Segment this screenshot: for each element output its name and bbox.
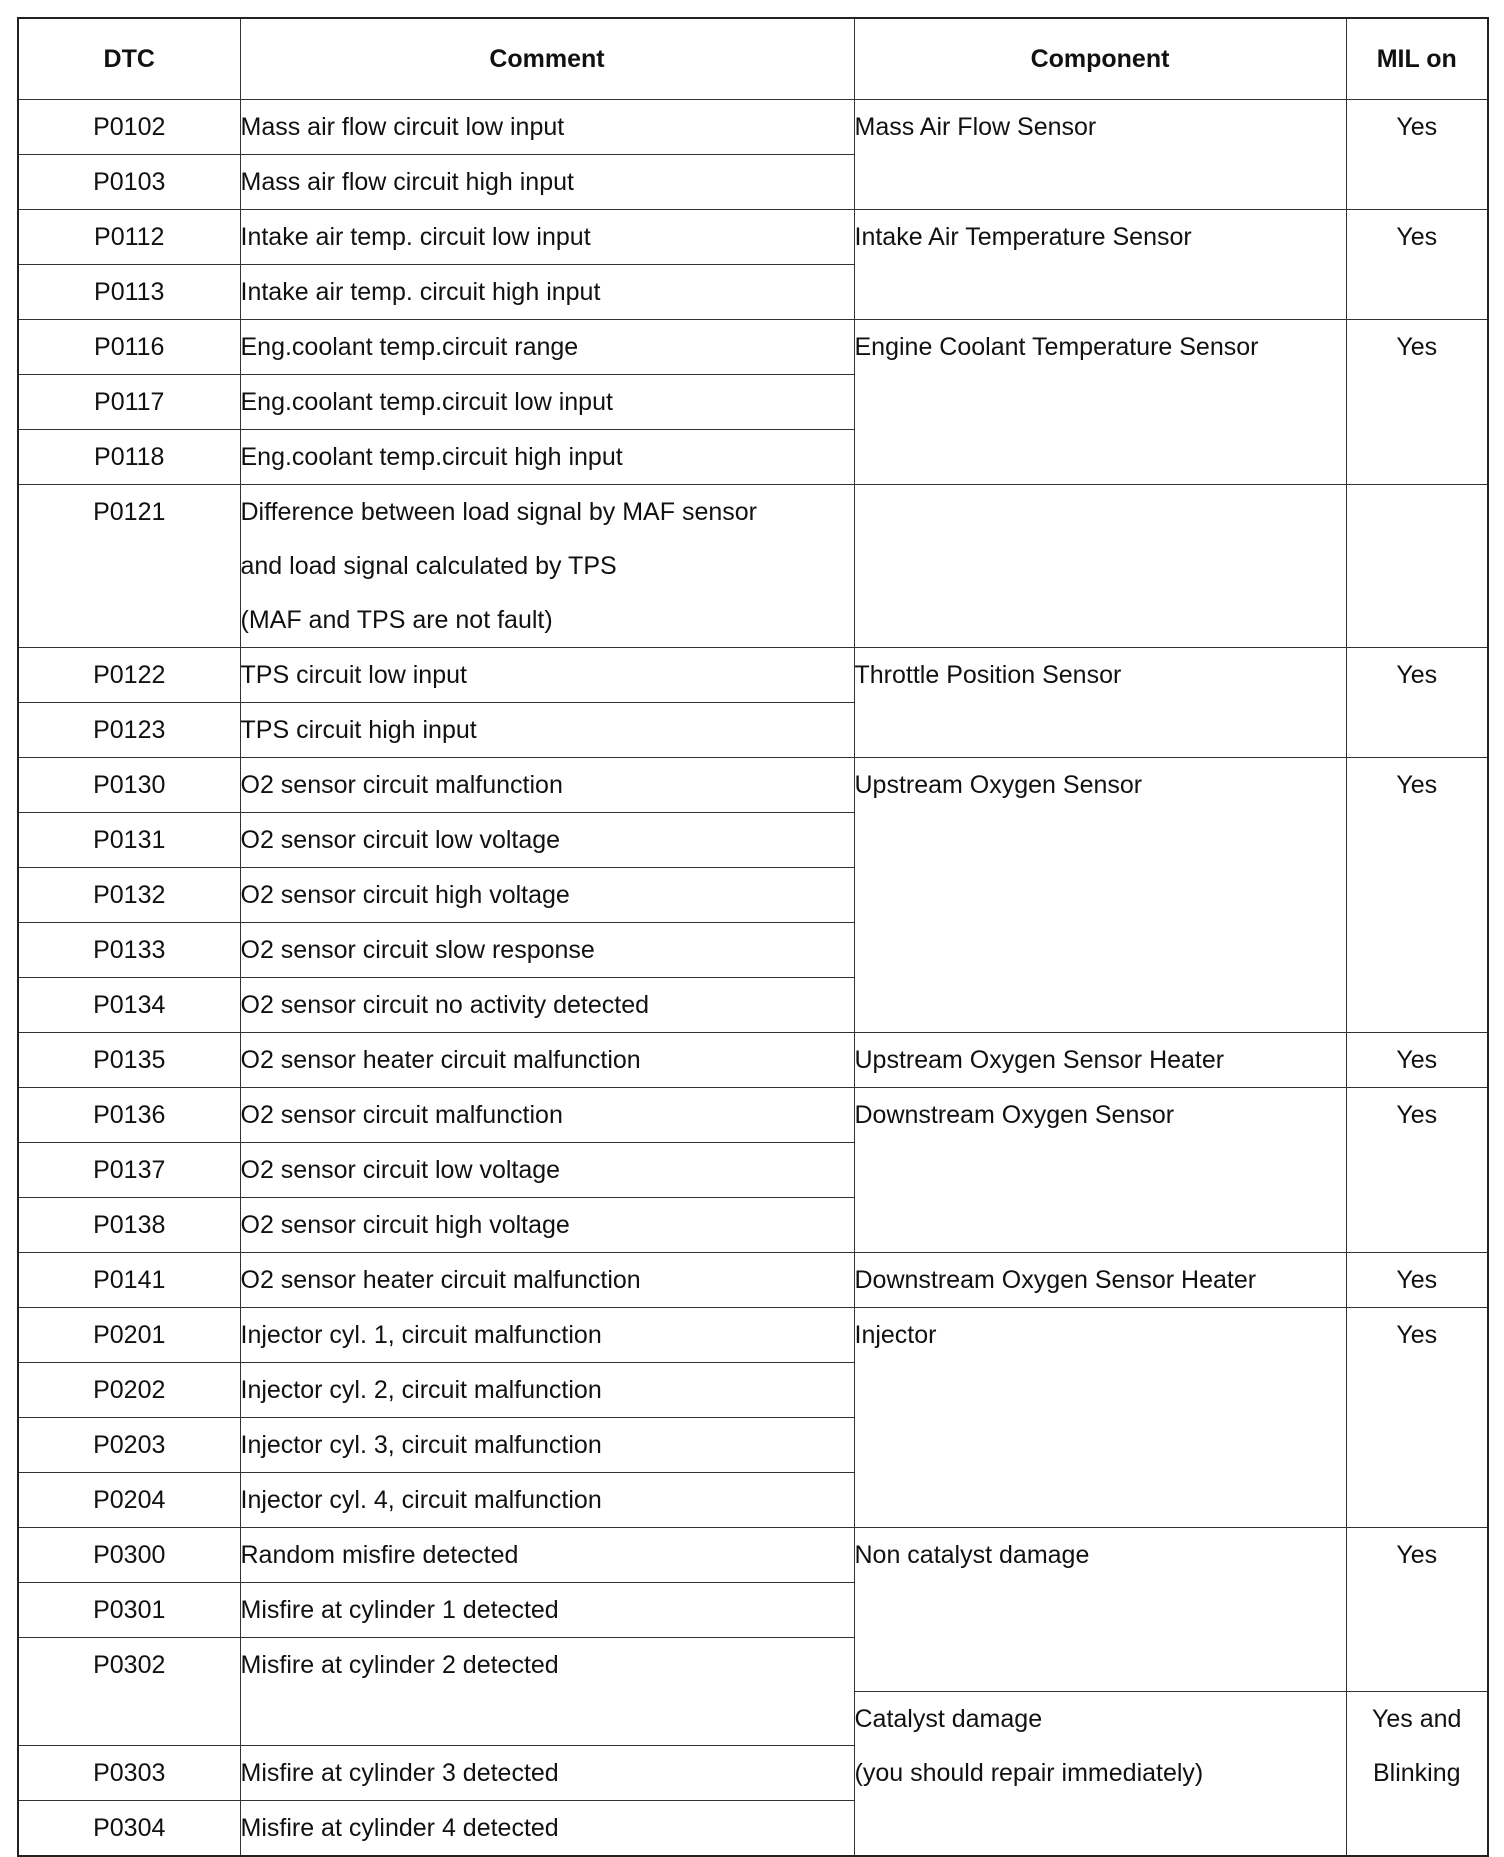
table-row — [18, 648, 1488, 703]
dtc-code: P0130 — [18, 758, 240, 813]
dtc-comment: Injector cyl. 1, circuit malfunction — [240, 1308, 854, 1363]
dtc-code: P0117 — [18, 375, 240, 430]
mil-status: Yes — [1346, 648, 1488, 758]
dtc-comment: O2 sensor circuit no activity detected — [240, 978, 854, 1033]
dtc-comment: Injector cyl. 4, circuit malfunction — [240, 1473, 854, 1528]
dtc-code: P0300 — [18, 1528, 240, 1583]
dtc-code: P0203 — [18, 1418, 240, 1473]
dtc-code: P0204 — [18, 1473, 240, 1528]
dtc-code: P0123 — [18, 703, 240, 758]
table-row — [18, 485, 1488, 648]
dtc-code: P0302 — [18, 1638, 240, 1746]
dtc-code: P0131 — [18, 813, 240, 868]
mil-status: Yes — [1346, 210, 1488, 320]
dtc-comment: O2 sensor heater circuit malfunction — [240, 1033, 854, 1088]
mil-status: Yes — [1346, 1088, 1488, 1253]
dtc-comment: Mass air flow circuit high input — [240, 155, 854, 210]
dtc-code: P0134 — [18, 978, 240, 1033]
dtc-code: P0303 — [18, 1746, 240, 1801]
mil-status: Yes — [1346, 100, 1488, 210]
dtc-code: P0113 — [18, 265, 240, 320]
component: Non catalyst damage — [854, 1528, 1346, 1692]
dtc-comment: O2 sensor circuit malfunction — [240, 758, 854, 813]
dtc-code: P0132 — [18, 868, 240, 923]
mil-status: Yes — [1346, 320, 1488, 485]
dtc-code: P0116 — [18, 320, 240, 375]
component: Downstream Oxygen Sensor Heater — [854, 1253, 1346, 1308]
dtc-comment: Injector cyl. 3, circuit malfunction — [240, 1418, 854, 1473]
dtc-code: P0118 — [18, 430, 240, 485]
dtc-code: P0301 — [18, 1583, 240, 1638]
component: Injector — [854, 1308, 1346, 1528]
mil-line: Yes and — [1372, 1705, 1462, 1733]
header-dtc: DTC — [18, 18, 240, 100]
dtc-comment: Mass air flow circuit low input — [240, 100, 854, 155]
dtc-comment: O2 sensor heater circuit malfunction — [240, 1253, 854, 1308]
component: Throttle Position Sensor — [854, 648, 1346, 758]
dtc-comment: Eng.coolant temp.circuit range — [240, 320, 854, 375]
dtc-comment: Misfire at cylinder 2 detected — [240, 1638, 854, 1746]
mil-status: Yes — [1346, 1033, 1488, 1088]
dtc-code: P0135 — [18, 1033, 240, 1088]
dtc-comment: TPS circuit low input — [240, 648, 854, 703]
dtc-code: P0141 — [18, 1253, 240, 1308]
component: Upstream Oxygen Sensor — [854, 758, 1346, 1033]
component-line: (you should repair immediately) — [854, 1759, 1204, 1787]
component: Mass Air Flow Sensor — [854, 100, 1346, 210]
dtc-code: P0133 — [18, 923, 240, 978]
component: Downstream Oxygen Sensor — [854, 1088, 1346, 1253]
table-row — [18, 1308, 1488, 1363]
dtc-comment: O2 sensor circuit high voltage — [240, 868, 854, 923]
component — [854, 485, 1346, 648]
dtc-comment: Misfire at cylinder 4 detected — [240, 1801, 854, 1857]
comment-line: (MAF and TPS are not fault) — [240, 606, 553, 634]
dtc-code: P0122 — [18, 648, 240, 703]
table-row — [18, 100, 1488, 155]
dtc-comment: TPS circuit high input — [240, 703, 854, 758]
dtc-code: P0304 — [18, 1801, 240, 1857]
dtc-comment: Misfire at cylinder 1 detected — [240, 1583, 854, 1638]
dtc-comment: Intake air temp. circuit high input — [240, 265, 854, 320]
dtc-comment: Misfire at cylinder 3 detected — [240, 1746, 854, 1801]
dtc-code: P0136 — [18, 1088, 240, 1143]
component: Intake Air Temperature Sensor — [854, 210, 1346, 320]
dtc-comment: O2 sensor circuit malfunction — [240, 1088, 854, 1143]
table-row — [18, 1088, 1488, 1143]
component — [854, 1692, 1346, 1857]
dtc-comment: Injector cyl. 2, circuit malfunction — [240, 1363, 854, 1418]
dtc-code: P0103 — [18, 155, 240, 210]
table-row — [18, 1033, 1488, 1088]
dtc-comment: O2 sensor circuit slow response — [240, 923, 854, 978]
comment-line: Difference between load signal by MAF sensor — [240, 498, 757, 526]
header-row — [18, 18, 1488, 100]
dtc-code: P0112 — [18, 210, 240, 265]
dtc-comment: Random misfire detected — [240, 1528, 854, 1583]
dtc-code: P0201 — [18, 1308, 240, 1363]
dtc-table-container — [17, 17, 1487, 1842]
mil-status: Yes — [1346, 1308, 1488, 1528]
dtc-comment: O2 sensor circuit low voltage — [240, 1143, 854, 1198]
dtc-code: P0137 — [18, 1143, 240, 1198]
mil-status: Yes — [1346, 1528, 1488, 1692]
dtc-table — [17, 17, 1489, 1857]
dtc-comment: Eng.coolant temp.circuit high input — [240, 430, 854, 485]
dtc-code: P0138 — [18, 1198, 240, 1253]
table-row — [18, 1528, 1488, 1583]
header-component: Component — [854, 18, 1346, 100]
header-comment: Comment — [240, 18, 854, 100]
dtc-comment: Intake air temp. circuit low input — [240, 210, 854, 265]
component-line: Catalyst damage — [854, 1705, 1043, 1733]
mil-status: Yes — [1346, 758, 1488, 1033]
dtc-comment: Eng.coolant temp.circuit low input — [240, 375, 854, 430]
dtc-code: P0202 — [18, 1363, 240, 1418]
dtc-comment: O2 sensor circuit high voltage — [240, 1198, 854, 1253]
component: Engine Coolant Temperature Sensor — [854, 320, 1346, 485]
table-row — [18, 320, 1488, 375]
mil-status — [1346, 485, 1488, 648]
dtc-comment: O2 sensor circuit low voltage — [240, 813, 854, 868]
mil-status: Yes — [1346, 1253, 1488, 1308]
table-row — [18, 210, 1488, 265]
dtc-code: P0121 — [18, 485, 240, 648]
table-row — [18, 758, 1488, 813]
table-row — [18, 1253, 1488, 1308]
mil-status — [1346, 1692, 1488, 1857]
dtc-comment — [240, 485, 854, 648]
header-mil: MIL on — [1346, 18, 1488, 100]
dtc-code: P0102 — [18, 100, 240, 155]
comment-line: and load signal calculated by TPS — [240, 552, 617, 580]
mil-line: Blinking — [1372, 1759, 1461, 1787]
component: Upstream Oxygen Sensor Heater — [854, 1033, 1346, 1088]
